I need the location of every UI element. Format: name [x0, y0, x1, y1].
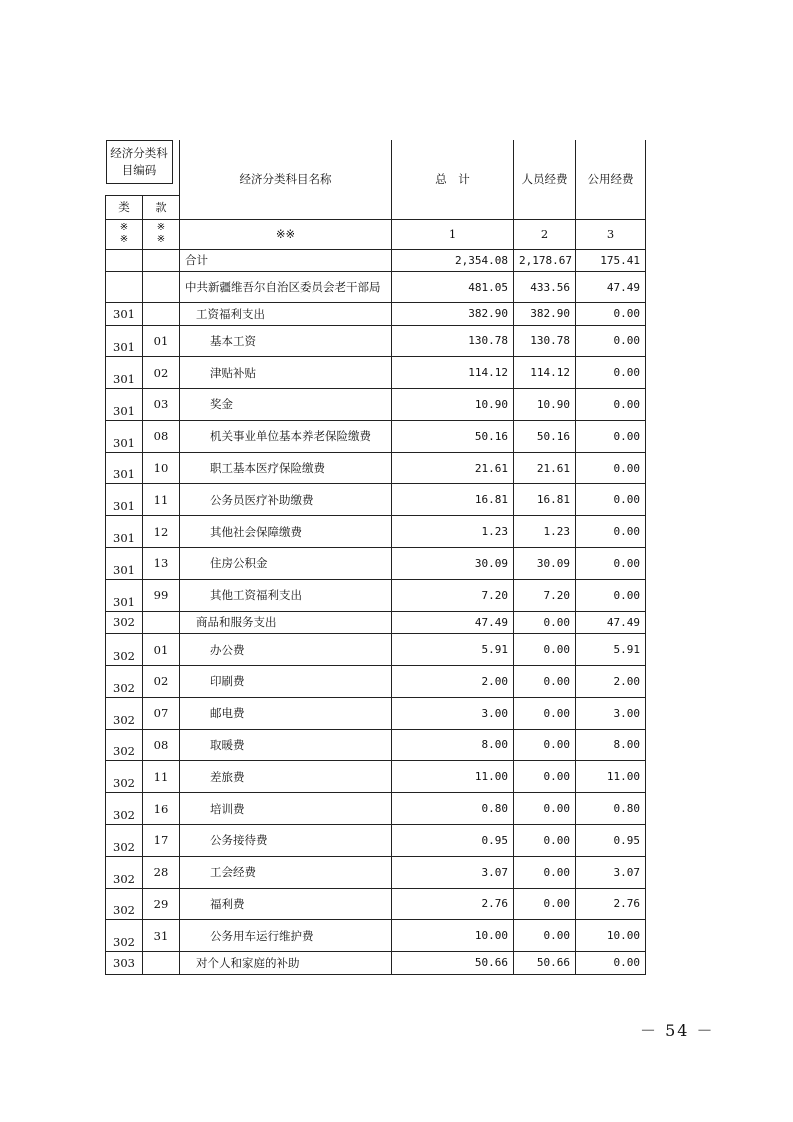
personnel-value: 382.90: [514, 303, 576, 326]
total-value: 11.00: [392, 761, 514, 793]
public-value: 10.00: [576, 920, 646, 952]
item-name: 印刷费: [180, 665, 392, 697]
personnel-value: 0.00: [514, 761, 576, 793]
personnel-value: 0.00: [514, 665, 576, 697]
personnel-value: 0.00: [514, 824, 576, 856]
kuan-code: 13: [143, 548, 180, 580]
lei-code: 302: [106, 665, 143, 697]
table-row: [106, 634, 646, 666]
public-value: 0.00: [576, 389, 646, 421]
lei-code: 302: [106, 856, 143, 888]
economic-classification-table: [105, 140, 646, 975]
total-value: 130.78: [392, 325, 514, 357]
total-value: 50.66: [392, 952, 514, 975]
table-row: [106, 357, 646, 389]
lei-code: [106, 249, 143, 272]
kuan-code: 10: [143, 452, 180, 484]
kuan-code: 16: [143, 793, 180, 825]
lei-code: 301: [106, 325, 143, 357]
item-name: 对个人和家庭的补助: [180, 952, 392, 975]
lei-mark: ※ ※: [106, 219, 143, 249]
lei-code: 302: [106, 824, 143, 856]
personnel-value: 21.61: [514, 452, 576, 484]
kuan-code: 29: [143, 888, 180, 920]
lei-code: 301: [106, 303, 143, 326]
public-column-header: 公用经费: [576, 140, 646, 219]
table-row: [106, 249, 646, 272]
item-name: 津贴补贴: [180, 357, 392, 389]
table-row: [106, 420, 646, 452]
table-row: [106, 888, 646, 920]
public-value: 0.80: [576, 793, 646, 825]
table-row: [106, 793, 646, 825]
public-value: 2.00: [576, 665, 646, 697]
total-value: 7.20: [392, 579, 514, 611]
personnel-value: 0.00: [514, 697, 576, 729]
public-value: 0.00: [576, 357, 646, 389]
kuan-code: 28: [143, 856, 180, 888]
lei-code: 302: [106, 729, 143, 761]
kuan-code: [143, 303, 180, 326]
column-number-3: 3: [576, 219, 646, 249]
lei-code: 302: [106, 611, 143, 634]
kuan-code: 08: [143, 420, 180, 452]
personnel-value: 0.00: [514, 634, 576, 666]
personnel-value: 30.09: [514, 548, 576, 580]
table-row: [106, 325, 646, 357]
item-name: 培训费: [180, 793, 392, 825]
kuan-code: 03: [143, 389, 180, 421]
item-name: 福利费: [180, 888, 392, 920]
code-group-header: [106, 140, 180, 195]
kuan-code: [143, 249, 180, 272]
lei-code: 301: [106, 357, 143, 389]
table-row: [106, 729, 646, 761]
table-row: [106, 952, 646, 975]
lei-code: 302: [106, 888, 143, 920]
code-group-label: 经济分类科目编码: [106, 140, 173, 184]
public-value: 11.00: [576, 761, 646, 793]
kuan-code: 02: [143, 357, 180, 389]
personnel-value: 0.00: [514, 611, 576, 634]
personnel-value: 0.00: [514, 793, 576, 825]
total-value: 0.95: [392, 824, 514, 856]
kuan-code: 11: [143, 484, 180, 516]
lei-code: 301: [106, 548, 143, 580]
total-value: 47.49: [392, 611, 514, 634]
public-value: 175.41: [576, 249, 646, 272]
lei-code: 301: [106, 389, 143, 421]
item-name: 工资福利支出: [180, 303, 392, 326]
total-value: 3.00: [392, 697, 514, 729]
personnel-value: 0.00: [514, 729, 576, 761]
name-mark: ※※: [180, 219, 392, 249]
table-row: [106, 920, 646, 952]
public-value: 0.00: [576, 420, 646, 452]
table-row: [106, 697, 646, 729]
item-name: 住房公积金: [180, 548, 392, 580]
lei-code: 302: [106, 697, 143, 729]
public-value: 0.00: [576, 325, 646, 357]
kuan-code: [143, 611, 180, 634]
total-column-header: 总 计: [392, 140, 514, 219]
personnel-value: 433.56: [514, 272, 576, 303]
item-name: 公务接待费: [180, 824, 392, 856]
page-number: － 54 －: [640, 1021, 715, 1040]
total-value: 10.90: [392, 389, 514, 421]
name-column-header: 经济分类科目名称: [180, 140, 392, 219]
public-value: 0.00: [576, 484, 646, 516]
total-value: 2.00: [392, 665, 514, 697]
personnel-column-header: 人员经费: [514, 140, 576, 219]
personnel-value: 2,178.67: [514, 249, 576, 272]
lei-code: 301: [106, 420, 143, 452]
kuan-code: 99: [143, 579, 180, 611]
lei-code: 301: [106, 452, 143, 484]
public-value: 0.00: [576, 516, 646, 548]
kuan-code: 31: [143, 920, 180, 952]
item-name: 取暖费: [180, 729, 392, 761]
lei-code: 302: [106, 793, 143, 825]
column-number-2: 2: [514, 219, 576, 249]
lei-code: [106, 272, 143, 303]
total-value: 8.00: [392, 729, 514, 761]
public-value: 0.00: [576, 548, 646, 580]
total-value: 382.90: [392, 303, 514, 326]
personnel-value: 16.81: [514, 484, 576, 516]
total-value: 50.16: [392, 420, 514, 452]
table-row: [106, 579, 646, 611]
personnel-value: 130.78: [514, 325, 576, 357]
kuan-code: 08: [143, 729, 180, 761]
item-name: 商品和服务支出: [180, 611, 392, 634]
table-row: [106, 548, 646, 580]
item-name: 公务员医疗补助缴费: [180, 484, 392, 516]
lei-header: 类: [106, 195, 143, 219]
item-name: 工会经费: [180, 856, 392, 888]
total-value: 1.23: [392, 516, 514, 548]
lei-code: 303: [106, 952, 143, 975]
total-value: 2.76: [392, 888, 514, 920]
public-value: 5.91: [576, 634, 646, 666]
item-name: 机关事业单位基本养老保险缴费: [180, 420, 392, 452]
personnel-value: 0.00: [514, 920, 576, 952]
public-value: 2.76: [576, 888, 646, 920]
kuan-code: 01: [143, 325, 180, 357]
public-value: 3.07: [576, 856, 646, 888]
kuan-header: 款: [143, 195, 180, 219]
item-name: 中共新疆维吾尔自治区委员会老干部局: [180, 272, 392, 303]
kuan-code: 17: [143, 824, 180, 856]
personnel-value: 0.00: [514, 888, 576, 920]
item-name: 其他工资福利支出: [180, 579, 392, 611]
table-row: [106, 665, 646, 697]
total-value: 5.91: [392, 634, 514, 666]
lei-code: 302: [106, 761, 143, 793]
table-row: [106, 272, 646, 303]
table-row: [106, 611, 646, 634]
kuan-code: 11: [143, 761, 180, 793]
lei-code: 301: [106, 579, 143, 611]
personnel-value: 7.20: [514, 579, 576, 611]
kuan-code: [143, 272, 180, 303]
public-value: 0.95: [576, 824, 646, 856]
personnel-value: 1.23: [514, 516, 576, 548]
public-value: 8.00: [576, 729, 646, 761]
item-name: 邮电费: [180, 697, 392, 729]
public-value: 47.49: [576, 611, 646, 634]
public-value: 0.00: [576, 452, 646, 484]
total-value: 21.61: [392, 452, 514, 484]
table-row: [106, 452, 646, 484]
table-row: [106, 824, 646, 856]
item-name: 公务用车运行维护费: [180, 920, 392, 952]
kuan-mark: ※ ※: [143, 219, 180, 249]
item-name: 合计: [180, 249, 392, 272]
table-row: [106, 303, 646, 326]
total-value: 3.07: [392, 856, 514, 888]
table-row: [106, 856, 646, 888]
column-number-1: 1: [392, 219, 514, 249]
total-value: 30.09: [392, 548, 514, 580]
personnel-value: 0.00: [514, 856, 576, 888]
table-row: [106, 389, 646, 421]
total-value: 114.12: [392, 357, 514, 389]
total-value: 481.05: [392, 272, 514, 303]
total-value: 10.00: [392, 920, 514, 952]
lei-code: 301: [106, 484, 143, 516]
personnel-value: 50.66: [514, 952, 576, 975]
item-name: 职工基本医疗保险缴费: [180, 452, 392, 484]
item-name: 其他社会保障缴费: [180, 516, 392, 548]
table-row: [106, 484, 646, 516]
item-name: 奖金: [180, 389, 392, 421]
public-value: 47.49: [576, 272, 646, 303]
public-value: 0.00: [576, 303, 646, 326]
lei-code: 302: [106, 920, 143, 952]
total-value: 0.80: [392, 793, 514, 825]
personnel-value: 10.90: [514, 389, 576, 421]
kuan-code: [143, 952, 180, 975]
public-value: 0.00: [576, 952, 646, 975]
total-value: 16.81: [392, 484, 514, 516]
item-name: 差旅费: [180, 761, 392, 793]
item-name: 办公费: [180, 634, 392, 666]
lei-code: 302: [106, 634, 143, 666]
personnel-value: 114.12: [514, 357, 576, 389]
kuan-code: 02: [143, 665, 180, 697]
item-name: 基本工资: [180, 325, 392, 357]
public-value: 0.00: [576, 579, 646, 611]
table-row: [106, 516, 646, 548]
public-value: 3.00: [576, 697, 646, 729]
personnel-value: 50.16: [514, 420, 576, 452]
lei-code: 301: [106, 516, 143, 548]
kuan-code: 07: [143, 697, 180, 729]
kuan-code: 12: [143, 516, 180, 548]
total-value: 2,354.08: [392, 249, 514, 272]
table-row: [106, 761, 646, 793]
kuan-code: 01: [143, 634, 180, 666]
